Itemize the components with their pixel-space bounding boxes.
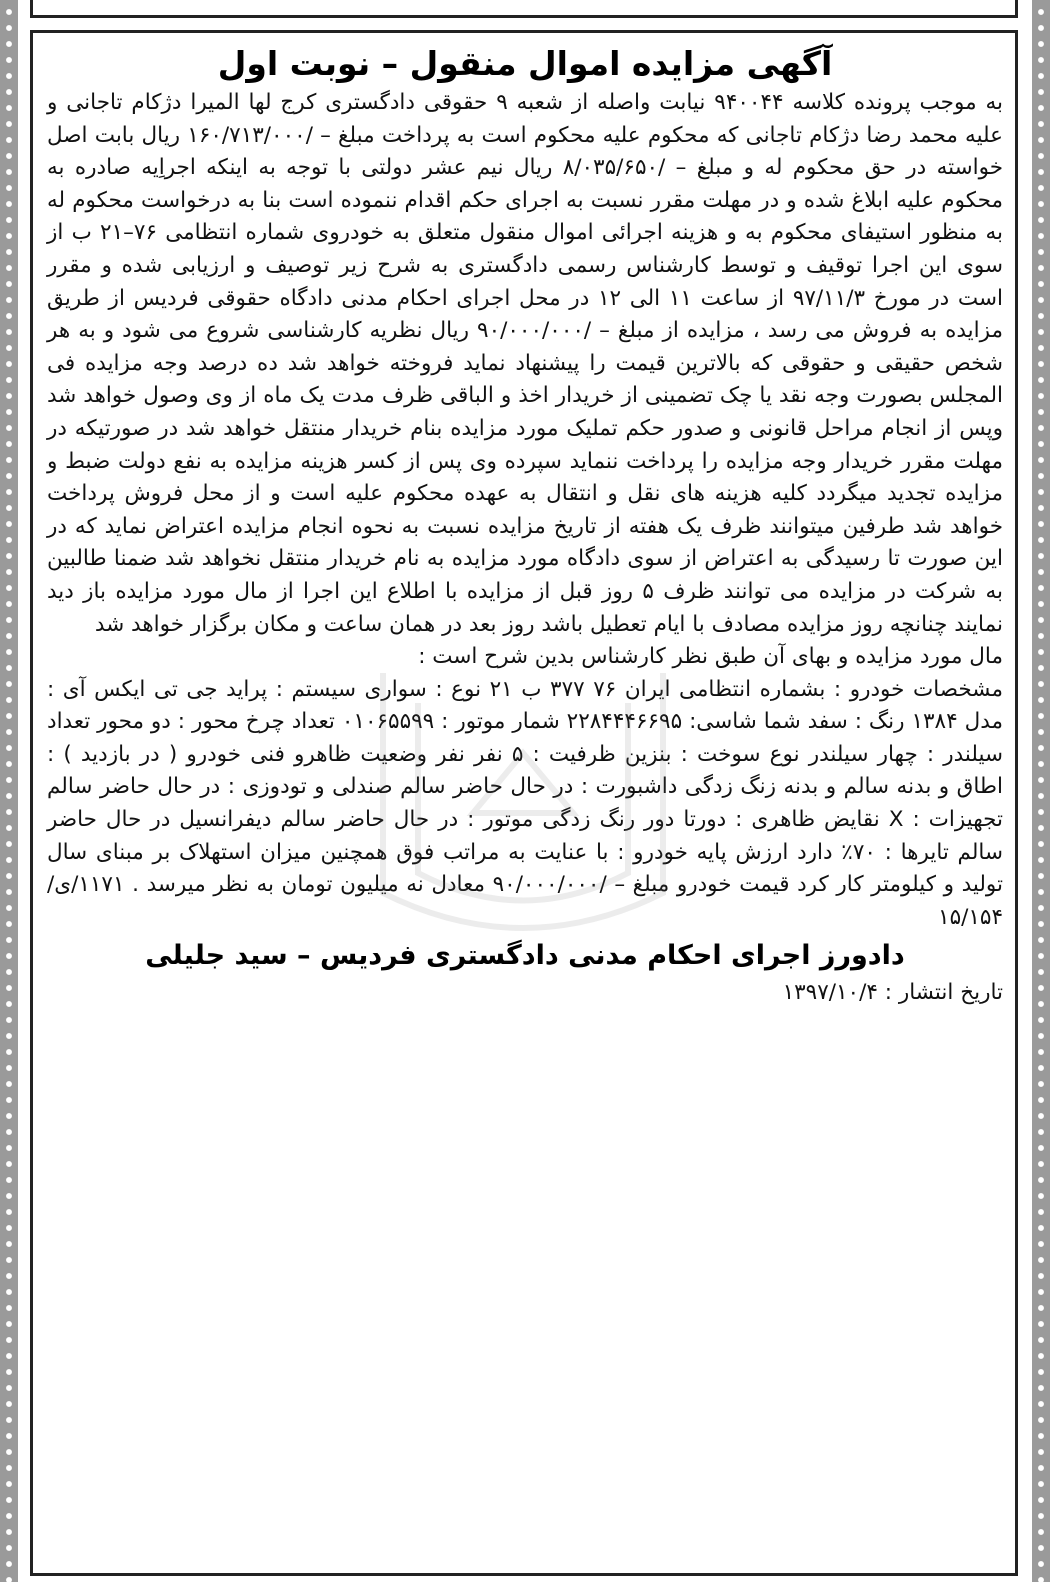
publish-date: تاریخ انتشار : ۱۳۹۷/۱۰/۴ [782, 980, 1003, 1006]
notice-signature: دادورز اجرای احکام مدنی دادگستری فردیس – سید جلیلی [145, 940, 905, 972]
right-decorative-rail [1032, 0, 1050, 1582]
notice-frame [30, 30, 1018, 1576]
notice-body [47, 87, 1003, 934]
notice-paragraph-item-intro: مال مورد مزایده و بهای آن طبق نظر کارشناس بدین شرح است : [418, 644, 1003, 670]
left-decorative-rail [0, 0, 18, 1582]
notice-paragraph-vehicle-specs: مشخصات خودرو : بشماره انتظامی ایران ۷۶ ۳۷۷ ب ۲۱ نوع : سواری سیستم : پراید جی تی ایکس آی : مدل ۱۳۸۴ رنگ : سفد شما شاسی: ۲۲۸۴۴۴۶۶۹۵ شمار موتور : ۰۱۰۶۵۵۹۹ تعداد چرخ محور : دو محور تعداد سیلندر : چهار سیلندر نوع سوخت : بنزین ظرفیت : ۵ نفر نفر وضعیت ظاهرو فنی خودرو ( در بازدید ) : اطاق و بدنه سالم و بدنه زنگ زدگی داشبورت : در حال حاضر سالم صندلی و تودوزی : در حال حاضر سالم تجهیزات : X نقایض ظاهری : دورتا دور رنگ زدگی موتور : در حال حاضر سالم دیفرانسیل در حال حاضر سالم تایرها : ۷۰٪ دارد ارزش پایه خودرو : با عنایت به مراتب فوق همچنین میزان استهلاک بر مبنای سال تولید و کیلومتر کار کرد قیمت خودرو مبلغ – /۹۰/۰۰۰/۰۰۰ معادل نه میلیون تومان به نظر میرسد . ۱۱۷۱/ی/۱۵/۱۵۴ [47, 676, 1004, 930]
previous-notice-border [30, 0, 1018, 18]
notice-paragraph-main: به موجب پرونده کلاسه ۹۴۰۰۴۴ نیابت واصله از شعبه ۹ حقوقی دادگستری کرج لها المیرا دژکام تاجانی و علیه محمد رضا دژکام تاجانی که محکوم علیه محکوم است به پرداخت مبلغ – /۱۶۰/۷۱۳/۰۰۰ ریال بابت اصل خواسته در حق محکوم له و مبلغ – /۸/۰۳۵/۶۵۰ ریال نیم عشر دولتی با توجه به اینکه اجراِیه صادره به محکوم علیه ابلاغ شده و در مهلت مقرر نسبت به اجرای حکم اقدام ننموده است بنا به درخواست محکوم له به منظور استیفای محکوم به و هزینه اجرائی اموال منقول متعلق به خودروی شماره انتظامی ۷۶–۲۱ ب از سوی این اجرا توقیف و توسط کارشناس رسمی دادگستری به شرح زیر توصیف و ارزیابی شده و مقرر است در مورخ ۹۷/۱۱/۳ از ساعت ۱۱ الی ۱۲ در محل اجرای احکام مدنی دادگاه حقوقی فردیس از طریق مزایده به فروش می رسد ، مزایده از مبلغ – /۹۰/۰۰۰/۰۰۰ ریال نظریه کارشناسی شروع می شود و به هر شخص حقیقی و حقوقی که بالاترین قیمت را پیشنهاد نماید فروخته خواهد شد ده درصد وجه مزایده فی المجلس بصورت وجه نقد یا چک تضمینی از خریدار اخذ و الباقی ظرف مدت یک ماه از وی وصول خواهد شد وپس از انجام مراحل قانونی و صدور حکم تملیک مورد مزایده بنام خریدار منتقل خواهد شد در صورتیکه در مهلت مقرر خریدار وجه مزایده را پرداخت ننماید سپرده وی پس از کسر هزینه مزایده به نفع دولت ضبط و مزایده تجدید میگردد کلیه هزینه های نقل و انتقال به عهده محکوم علیه است و از محل فروش پرداخت خواهد شد طرفین میتوانند ظرف یک هفته از تاریخ مزایده نسبت به نحوه انجام مزایده اعتراض نماید که در این صورت تا رسیدگی به اعتراض از سوی دادگاه مورد مزایده به نام خریدار منتقل نخواهد شد ضمنا طالبین به شرکت در مزایده می توانند ظرف ۵ روز قبل از مزایده با اطلاع این اجرا از مال مورد مزایده باز دید نمایند چنانچه روز مزایده مصادف با ایام تعطیل باشد روز بعد در همان ساعت و مکان برگزار خواهد شد [47, 90, 1004, 637]
notice-title: آگهی مزایده اموال منقول – نوبت اول [217, 44, 833, 83]
